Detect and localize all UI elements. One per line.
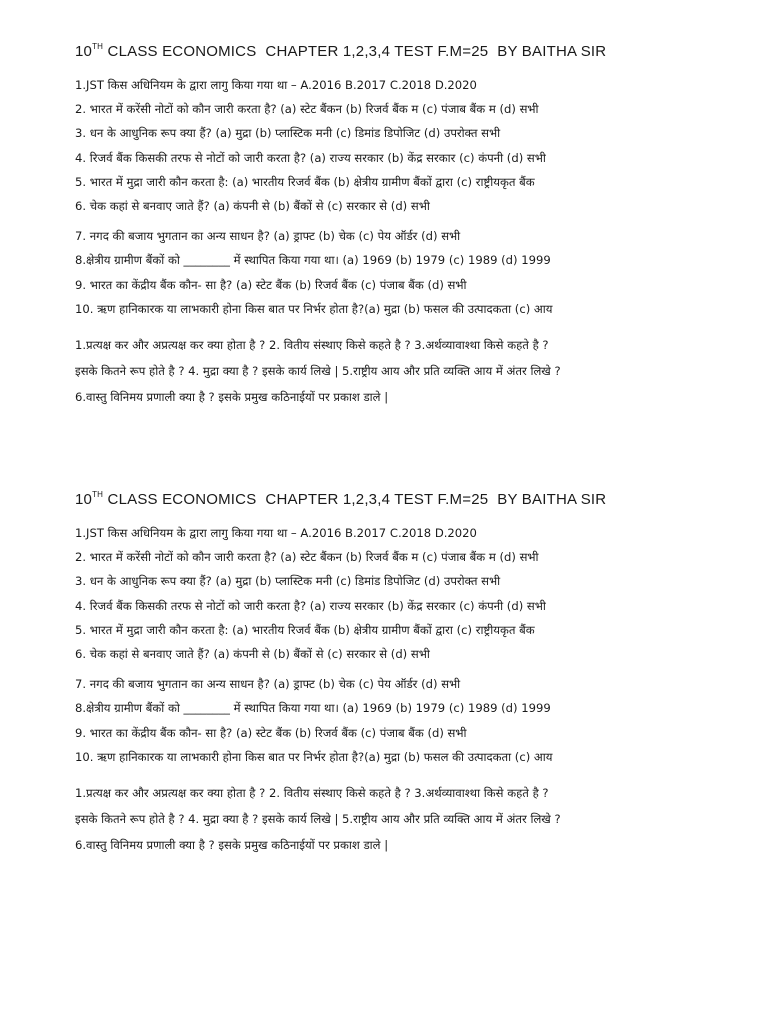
long-question-line-1: 1.प्रत्यक्ष कर और अप्रत्यक्ष कर क्या होता है ? 2. वितीय संस्थाए किसे कहते है ? 3.अर्थव्यावाश्था किसे कहते है ? [75, 337, 549, 352]
question-4: 4. रिजर्व बैंक किसकी तरफ से नोटों को जारी करता है? (a) राज्य सरकार (b) केंद्र सरकार (c) कंपनी (d) सभी [75, 150, 546, 165]
title-superscript: TH [92, 42, 104, 51]
question-5: 5. भारत में मुद्रा जारी कौन करता है: (a) भारतीय रिजर्व बैंक (b) क्षेत्रीय ग्रामीण बैंकों द्वारा (c) राष्ट्रीयकृत बैंक [75, 622, 535, 637]
title-chapter: CHAPTER 1,2,3,4 [265, 43, 391, 60]
question-10: 10. ऋण हानिकारक या लाभकारी होना किस बात पर निर्भर होता है?(a) मुद्रा (b) फसल की उत्पादकता (c) आय [75, 301, 553, 316]
question-2: 2. भारत में करेंसी नोटों को कौन जारी करता है? (a) स्टेट बैंकन (b) रिजर्व बैंक म (c) पंजाब बैंक म (d) सभी [75, 102, 539, 117]
question-3: 3. धन के आधुनिक रूप क्या हैं? (a) मुद्रा (b) प्लास्टिक मनी (c) डिमांड डिपोजिट (d) उपरोक्त सभी [75, 574, 501, 589]
title-class-number: 10 [75, 491, 93, 508]
question-2: 2. भारत में करेंसी नोटों को कौन जारी करता है? (a) स्टेट बैंकन (b) रिजर्व बैंक म (c) पंजाब बैंक म (d) सभी [75, 550, 539, 565]
title-test-marks: TEST F.M=25 [394, 491, 489, 508]
title-superscript: TH [92, 490, 104, 499]
question-8: 8.क्षेत्रीय ग्रामीण बैंकों को ________ में स्थापित किया गया था। (a) 1969 (b) 1979 (c) 1989 (d) 1999 [75, 253, 551, 268]
question-4: 4. रिजर्व बैंक किसकी तरफ से नोटों को जारी करता है? (a) राज्य सरकार (b) केंद्र सरकार (c) कंपनी (d) सभी [75, 598, 546, 613]
title-subject: CLASS ECONOMICS [107, 43, 257, 60]
question-6: 6. चेक कहां से बनवाए जाते हैं? (a) कंपनी से (b) बैंकों से (c) सरकार से (d) सभी [75, 646, 430, 661]
question-9: 9. भारत का केंद्रीय बैंक कौन- सा है? (a) स्टेट बैंक (b) रिजर्व बैंक (c) पंजाब बैंक (d) सभी [75, 277, 467, 292]
long-question-line-1: 1.प्रत्यक्ष कर और अप्रत्यक्ष कर क्या होता है ? 2. वितीय संस्थाए किसे कहते है ? 3.अर्थव्यावाश्था किसे कहते है ? [75, 785, 549, 800]
test-paper-copy-2 [75, 488, 715, 858]
long-question-line-2: इसके कितने रूप होते है ? 4. मुद्रा क्या है ? इसके कार्य लिखे | 5.राष्ट्रीय आय और प्रति व्यक्ति आय में अंतर लिखे ? [75, 811, 561, 826]
question-7: 7. नगद की बजाय भुगतान का अन्य साधन है? (a) ड्राफ्ट (b) चेक (c) पेय ऑर्डर (d) सभी [75, 677, 461, 692]
title-subject: CLASS ECONOMICS [107, 491, 257, 508]
question-9: 9. भारत का केंद्रीय बैंक कौन- सा है? (a) स्टेट बैंक (b) रिजर्व बैंक (c) पंजाब बैंक (d) सभी [75, 725, 467, 740]
question-8: 8.क्षेत्रीय ग्रामीण बैंकों को ________ में स्थापित किया गया था। (a) 1969 (b) 1979 (c) 1989 (d) 1999 [75, 701, 551, 716]
long-question-line-3: 6.वास्तु विनिमय प्रणाली क्या है ? इसके प्रमुख कठिनाईयों पर प्रकाश डाले | [75, 389, 389, 404]
test-paper-copy-1 [75, 40, 715, 410]
title-author: BY BAITHA SIR [497, 43, 607, 60]
question-7: 7. नगद की बजाय भुगतान का अन्य साधन है? (a) ड्राफ्ट (b) चेक (c) पेय ऑर्डर (d) सभी [75, 229, 461, 244]
question-6: 6. चेक कहां से बनवाए जाते हैं? (a) कंपनी से (b) बैंकों से (c) सरकार से (d) सभी [75, 198, 430, 213]
question-5: 5. भारत में मुद्रा जारी कौन करता है: (a) भारतीय रिजर्व बैंक (b) क्षेत्रीय ग्रामीण बैंकों द्वारा (c) राष्ट्रीयकृत बैंक [75, 174, 535, 189]
test-title [75, 40, 715, 64]
long-question-line-2: इसके कितने रूप होते है ? 4. मुद्रा क्या है ? इसके कार्य लिखे | 5.राष्ट्रीय आय और प्रति व्यक्ति आय में अंतर लिखे ? [75, 363, 561, 378]
title-author: BY BAITHA SIR [497, 491, 607, 508]
title-test-marks: TEST F.M=25 [394, 43, 489, 60]
question-10: 10. ऋण हानिकारक या लाभकारी होना किस बात पर निर्भर होता है?(a) मुद्रा (b) फसल की उत्पादकता (c) आय [75, 749, 553, 764]
test-title [75, 488, 715, 512]
question-3: 3. धन के आधुनिक रूप क्या हैं? (a) मुद्रा (b) प्लास्टिक मनी (c) डिमांड डिपोजिट (d) उपरोक्त सभी [75, 126, 501, 141]
question-1: 1.JST किस अधिनियम के द्वारा लागु किया गया था – A.2016 B.2017 C.2018 D.2020 [75, 526, 477, 540]
title-class-number: 10 [75, 43, 93, 60]
long-question-line-3: 6.वास्तु विनिमय प्रणाली क्या है ? इसके प्रमुख कठिनाईयों पर प्रकाश डाले | [75, 837, 389, 852]
question-1: 1.JST किस अधिनियम के द्वारा लागु किया गया था – A.2016 B.2017 C.2018 D.2020 [75, 78, 477, 92]
title-chapter: CHAPTER 1,2,3,4 [265, 491, 391, 508]
